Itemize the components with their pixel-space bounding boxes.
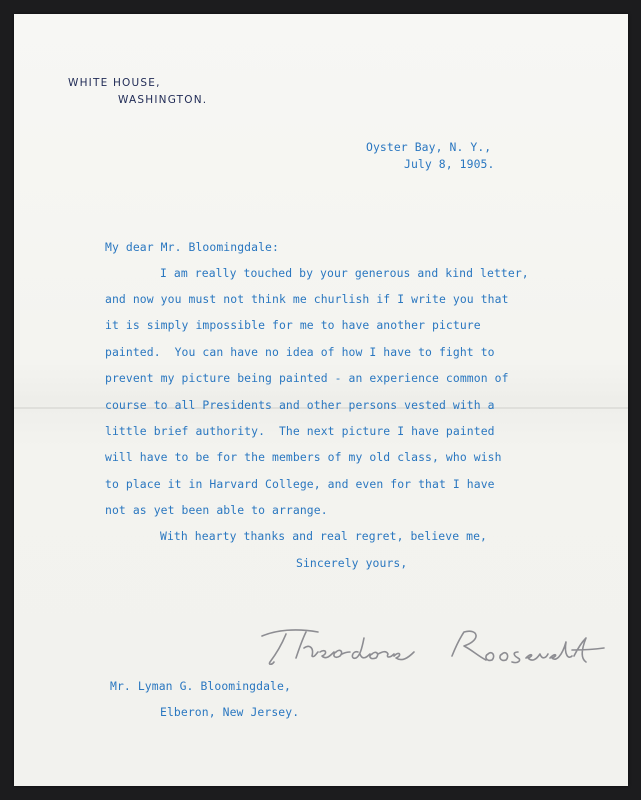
body-line: little brief authority. The next picture I have painted [105,424,495,438]
place-line: Oyster Bay, N. Y., [366,140,492,154]
body-line: I am really touched by your generous and kind letter, [160,266,529,280]
body-line: not as yet been able to arrange. [105,503,328,517]
body-line: it is simply impossible for me to have another picture [105,318,481,332]
body-line: prevent my picture being painted - an experience common of [105,371,509,385]
closing-line: With hearty thanks and real regret, believe me, [160,529,488,543]
letterhead-line-1: WHITE HOUSE, [68,77,161,89]
signature-image [256,618,616,678]
recipient-address: Elberon, New Jersey. [160,705,300,719]
valediction: Sincerely yours, [296,556,408,570]
body-line: and now you must not think me churlish if I write you that [105,292,509,306]
body-line: to place it in Harvard College, and even for that I have [105,477,495,491]
body-line: course to all Presidents and other persons vested with a [105,398,495,412]
letterhead-line-2: WASHINGTON. [118,94,208,106]
recipient-name: Mr. Lyman G. Bloomingdale, [110,679,291,693]
body-line: painted. You can have no idea of how I have to fight to [105,345,495,359]
date-line: July 8, 1905. [404,157,495,171]
salutation: My dear Mr. Bloomingdale: [105,240,279,254]
body-line: will have to be for the members of my old class, who wish [105,450,502,464]
letter-sheet [14,14,628,786]
